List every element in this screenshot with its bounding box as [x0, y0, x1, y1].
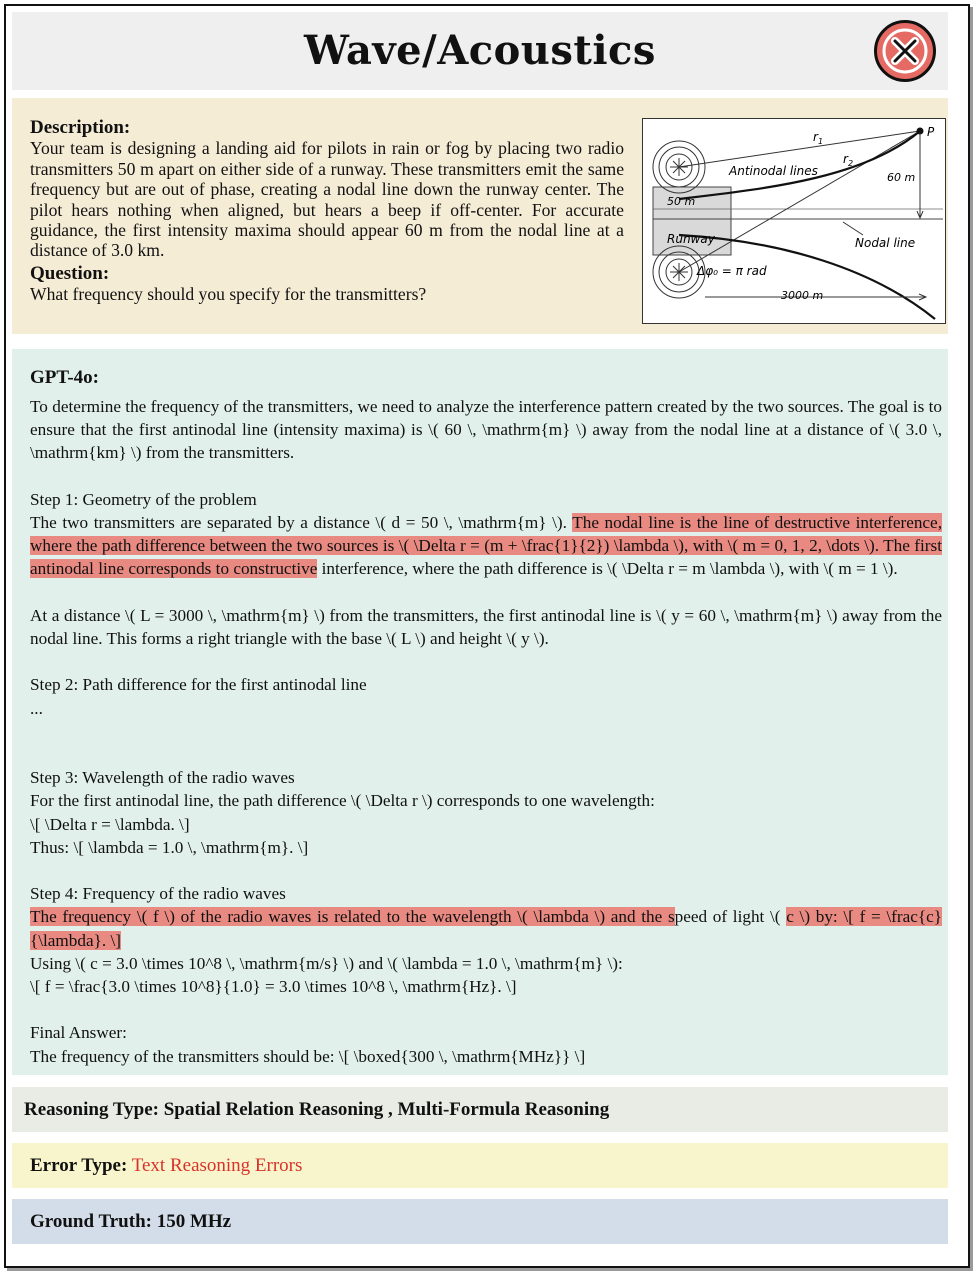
step-4-text: peed of light \( — [674, 907, 781, 927]
step-2-title: Step 2: Path difference for the first antinodal line — [30, 675, 367, 695]
nodal-label: Nodal line — [855, 236, 916, 250]
interference-diagram — [642, 118, 946, 324]
step-4-result: \[ f = \frac{3.0 \times 10^8}{1.0} = 3.0 \times 10^8 \, \mathrm{Hz}. \] — [30, 977, 517, 996]
final-answer-text: The frequency of the transmitters should be: \[ \boxed{300 \, \mathrm{MHz}} \] — [30, 1046, 586, 1066]
phase-label: Δφ₀ = π rad — [697, 264, 767, 278]
separation-label: 50 m — [667, 195, 696, 208]
step-4-highlight: The frequency \( f \) of the radio waves is related to the wavelength \( \lambda \) and the s — [30, 907, 675, 927]
r1-label: $r_1$ — [813, 130, 824, 146]
error-type-bar — [12, 1143, 948, 1188]
error-type-value: Text Reasoning Errors — [131, 1155, 303, 1176]
step-4 — [30, 882, 942, 998]
answer-panel — [12, 349, 948, 1075]
reasoning-type-value: Spatial Relation Reasoning , Multi-Formula Reasoning — [163, 1099, 610, 1120]
title-bar — [12, 12, 948, 90]
step-1-text-cont: interference, where the path difference is \( \Delta r = m \lambda \), with \( m = 1 \). — [321, 559, 898, 579]
step-1-text: The two transmitters are separated by a distance \( d = 50 \, \mathrm{m} \). — [30, 513, 567, 532]
close-button[interactable] — [874, 20, 936, 82]
model-name: GPT-4o: — [30, 367, 99, 388]
step-1-highlight: The nodal line is the line of destructive interference, where the path difference between the two sources is \( \Delta r = (m + \frac{1}{2}) \lambda \), with \( m = 0, 1, 2, \dots \). The first antinodal line corresponds to constructive — [30, 513, 942, 579]
answer-body — [30, 395, 942, 1091]
description-label: Description: — [30, 117, 131, 138]
description-panel — [12, 98, 948, 334]
height-label: 60 m — [887, 171, 916, 184]
step-4-title: Step 4: Frequency of the radio waves — [30, 884, 286, 904]
reasoning-type-bar — [12, 1087, 948, 1132]
point-p-label: P — [927, 125, 935, 139]
answer-intro: To determine the frequency of the transmitters, we need to analyze the interference pattern created by the two sources. The goal is to ensure that the first antinodal line (intensity maxima) is \( 60 \, \mathrm{m} \) away from the nodal line at a distance of \( 3.0 \, \mathrm{km} \) from the transmitters. — [30, 397, 942, 463]
error-type-label: Error Type: — [30, 1155, 128, 1176]
step-2-ellipsis: ... — [30, 698, 43, 718]
step-1-title: Step 1: Geometry of the problem — [30, 489, 257, 509]
description-block — [30, 118, 624, 305]
step-2 — [30, 673, 942, 743]
description-text: Your team is designing a landing aid for pilots in rain or fog by placing two radio transmitters 50 m apart on either side of a runway. These transmitters emit the same frequency but are out of phase, creating a nodal line down the runway center. The pilot hears nothing when aligned, but hears a beep if off-center. For accurate guidance, the first intensity maxima should appear 60 m from the nodal line at a distance of 3.0 km. — [30, 138, 624, 261]
r1-line — [679, 131, 920, 167]
step-1-geometry: At a distance \( L = 3000 \, \mathrm{m} \) from the transmitters, the first antinodal line is \( y = 60 \, \mathrm{m} \) away from the nodal line. This forms a right triangle with the base \( L \) and height \( y \). — [30, 605, 942, 648]
question-text: What frequency should you specify for the transmitters? — [30, 284, 427, 305]
runway-label: Runway — [667, 232, 715, 246]
step-3 — [30, 766, 942, 859]
step-3-result: Thus: \[ \lambda = 1.0 \, \mathrm{m}. \] — [30, 837, 309, 857]
step-1 — [30, 488, 942, 581]
step-4-highlight-cont: c \) by: \[ f = \frac{c}{\lambda}. \] — [30, 907, 943, 950]
diagram-figure — [643, 119, 944, 322]
step-4-using: Using \( c = 3.0 \times 10^8 \, \mathrm{m/s} \) and \( \lambda = 1.0 \, \mathrm{m} \): — [30, 953, 623, 973]
distance-label: 3000 m — [781, 289, 824, 302]
ground-truth-label: Ground Truth: — [30, 1211, 152, 1232]
final-answer-label: Final Answer: — [30, 1023, 127, 1043]
antinodal-label: Antinodal lines — [729, 164, 818, 178]
reasoning-type-label: Reasoning Type: — [24, 1099, 159, 1120]
question-label: Question: — [30, 262, 110, 284]
ground-truth-bar — [12, 1199, 948, 1244]
final-answer — [30, 1021, 942, 1067]
step-3-title: Step 3: Wavelength of the radio waves — [30, 768, 295, 788]
page-title: Wave/Acoustics — [304, 27, 656, 74]
step-3-text: For the first antinodal line, the path difference \( \Delta r \) corresponds to one wavelength: — [30, 791, 655, 811]
step-3-equation: \[ \Delta r = \lambda. \] — [30, 814, 190, 834]
ground-truth-value: 150 MHz — [156, 1211, 232, 1232]
r2-label: $r_2$ — [843, 152, 854, 168]
close-x-icon — [877, 23, 933, 79]
